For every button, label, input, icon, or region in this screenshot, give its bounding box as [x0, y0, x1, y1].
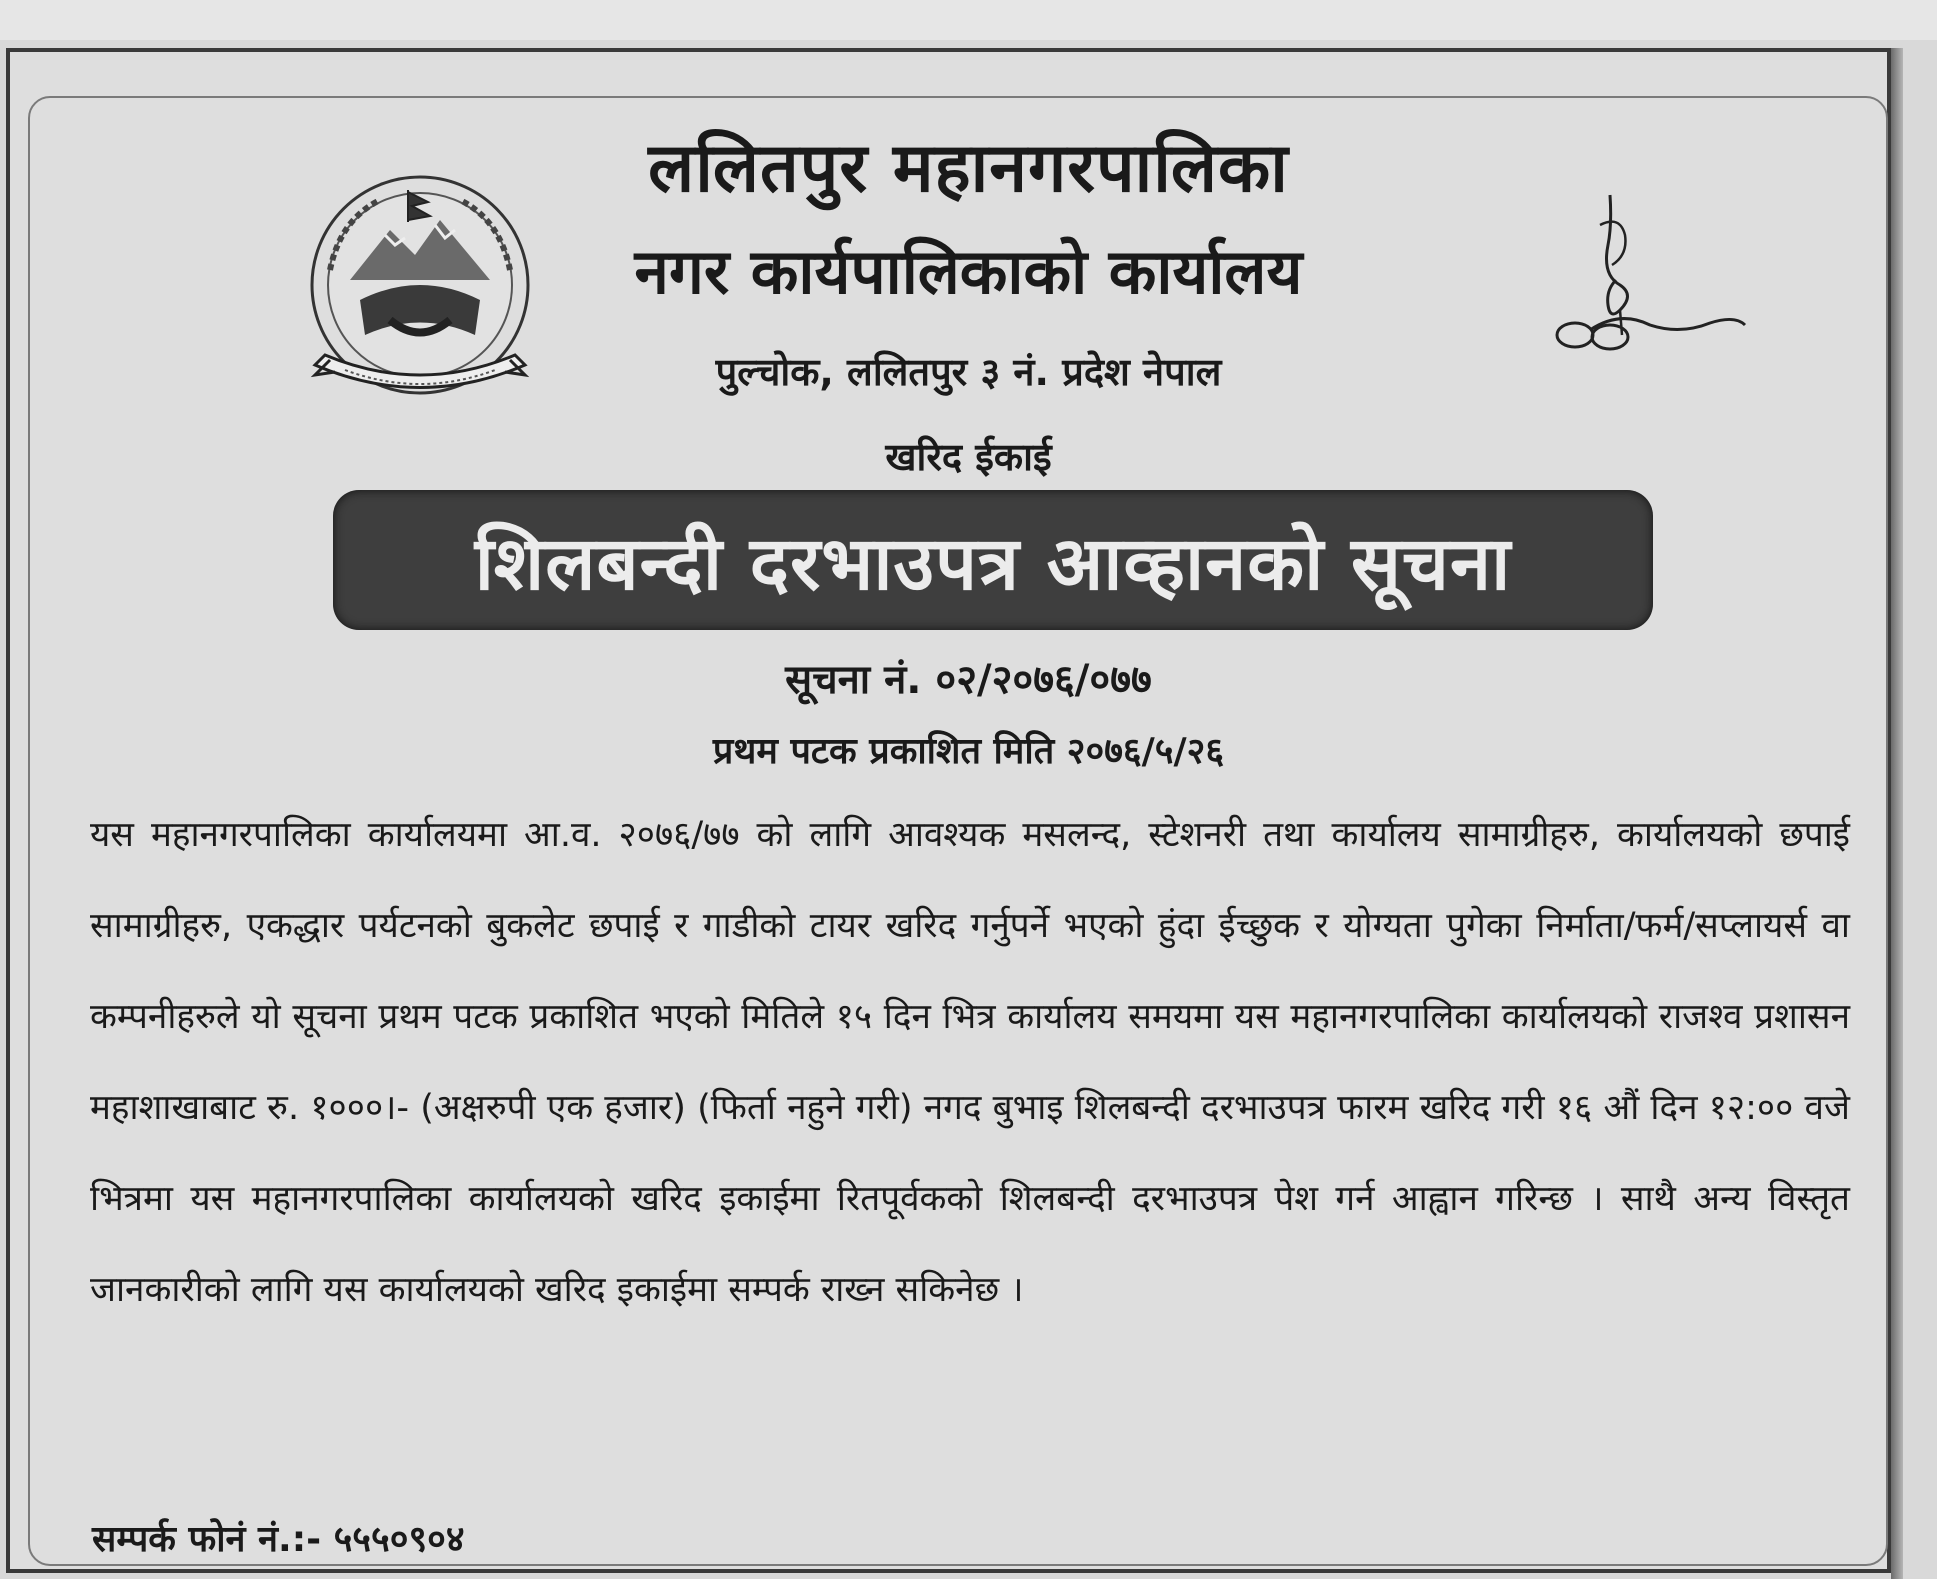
publication-date: प्रथम पटक प्रकाशित मिति २०७६/५/२६ — [712, 731, 1225, 772]
notice-banner — [333, 490, 1653, 630]
notice-body-paragraph: यस महानगरपालिका कार्यालयमा आ.व. २०७६/७७ को लागि आवश्यक मसलन्द, स्टेशनरी तथा कार्यालय सामाग्रीहरु, कार्यालयको छपाई सामाग्रीहरु, एकद्धार पर्यटनको बुकलेट छपाई र गाडीको टायर खरिद गर्नुपर्ने भएको हुंदा ईच्छुक र योग्यता पुगेका निर्माता/फर्म/सप्लायर्स वा कम्पनीहरुले यो सूचना प्रथम पटक प्रकाशित भएको मितिले १५ दिन भित्र कार्यालय समयमा यस महानगरपालिका कार्यालयको राजश्व प्रशासन महाशाखाबाट रु. १०००।- (अक्षरुपी एक हजार) (फिर्ता नहुने गरी) नगद बुभाइ शिलबन्दी दरभाउपत्र फारम खरिद गरी १६ औं दिन १२:०० वजे भित्रमा यस महानगरपालिका कार्यालयको खरिद इकाईमा रितपूर्वकको शिलबन्दी दरभाउपत्र पेश गर्न आह्वान गरिन्छ । साथै अन्य विस्तृत जानकारीको लागि यस कार्यालयको खरिद इकाईमा सम्पर्क राख्न सकिनेछ । — [90, 815, 1850, 1310]
notice-banner-title: शिलबन्दी दरभाउपत्र आव्हानको सूचना — [474, 520, 1512, 607]
office-title: नगर कार्यपालिकाको कार्यालय — [634, 235, 1303, 308]
contact-phone: सम्पर्क फोनं नं.:- ५५५०९०४ — [92, 1519, 465, 1560]
office-address: पुल्चोक, ललितपुर ३ नं. प्रदेश नेपाल — [715, 350, 1222, 394]
municipality-title: ललितपुर महानगरपालिका — [648, 129, 1289, 208]
procurement-unit: खरिद ईकाई — [885, 435, 1052, 479]
page-top-strip — [0, 0, 1937, 40]
notice-number: सूचना नं. ०२/२०७६/०७७ — [785, 657, 1152, 703]
